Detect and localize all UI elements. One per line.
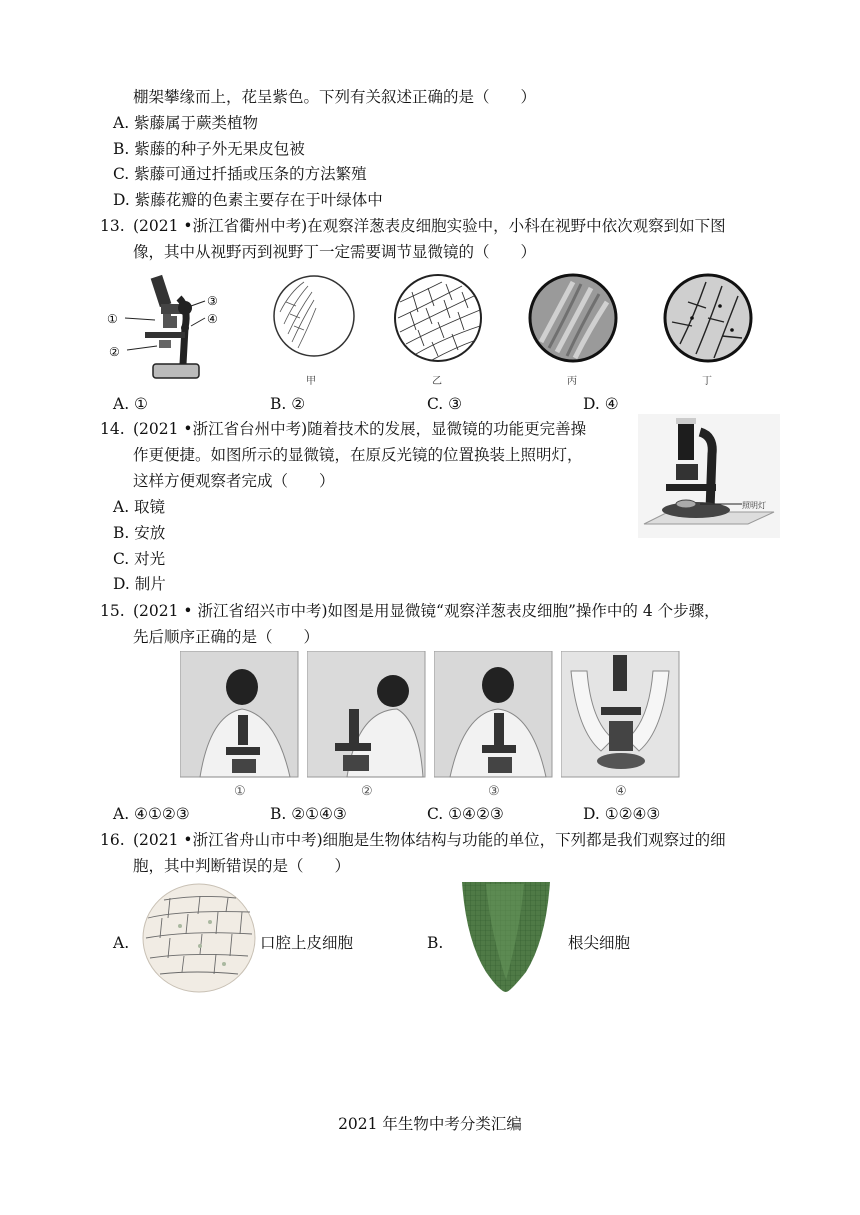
microscope-diagram (105, 268, 235, 386)
view-jia (270, 272, 360, 390)
root-tip-image (460, 880, 552, 994)
photo-label-4: ④ (615, 784, 627, 799)
caption-jia: 甲 (306, 376, 316, 387)
caption-bing: 丙 (567, 376, 577, 387)
caption-ding: 丁 (702, 376, 712, 387)
view-bing (527, 272, 622, 390)
fig-label-2: ② (109, 345, 120, 359)
q13-number: 13. (100, 217, 125, 235)
q15-option-c: C. ①④②③ (427, 805, 504, 823)
step-photo-4 (561, 651, 681, 801)
q14-number: 14. (100, 420, 125, 438)
caption-yi: 乙 (432, 376, 442, 387)
q15-number: 15. (100, 602, 125, 620)
q12-option-a: A. 紫藤属于蕨类植物 (113, 114, 259, 132)
q12-option-b: B. 紫藤的种子外无果皮包被 (113, 140, 305, 158)
view-ding (662, 272, 757, 390)
q14-option-d: D. 制片 (113, 575, 166, 593)
q16-number: 16. (100, 831, 125, 849)
q15-option-b: B. ②①④③ (270, 805, 347, 823)
fig-label-3: ③ (207, 294, 218, 308)
q15-option-d: D. ①②④③ (583, 805, 661, 823)
photo-label-1: ① (234, 784, 246, 799)
cheek-cell-image (140, 882, 258, 994)
page-footer: 2021 年生物中考分类汇编 (338, 1115, 522, 1133)
q15-stem-line2: 先后顺序正确的是（ ） (133, 628, 320, 646)
step-photo-1 (180, 651, 300, 801)
q14-option-b: B. 安放 (113, 524, 166, 542)
q16-stem-line2: 胞，其中判断错误的是（ ） (133, 857, 351, 875)
q16-stem-line1: (2021 •浙江省舟山市中考)细胞是生物体结构与功能的单位，下列都是我们观察过的细 (133, 831, 726, 849)
q14-stem-line3: 这样方便观察者完成（ ） (133, 472, 335, 490)
q12-option-c: C. 紫藤可通过扦插或压条的方法繁殖 (113, 165, 367, 183)
q13-stem-line1: (2021 •浙江省衢州中考)在观察洋葱表皮细胞实验中，小科在视野中依次观察到如下图 (133, 217, 726, 235)
step-photo-3 (434, 651, 554, 801)
q13-option-a: A. ① (113, 395, 148, 413)
q16-option-b-letter: B. (427, 934, 444, 952)
q13-option-c: C. ③ (427, 395, 463, 413)
microscope-lamp-photo (638, 414, 780, 538)
q15-option-a: A. ④①②③ (113, 805, 190, 823)
q16-option-a-label: 口腔上皮细胞 (260, 934, 354, 952)
q12-stem-continued: 棚架攀缘而上，花呈紫色。下列有关叙述正确的是（ ） (133, 88, 537, 106)
view-yi (392, 272, 487, 390)
q13-option-b: B. ② (270, 395, 306, 413)
q14-option-a: A. 取镜 (113, 498, 166, 516)
q14-stem-line2: 作更便捷。如图所示的显微镜，在原反光镜的位置换装上照明灯， (133, 446, 583, 464)
q16-option-a-letter: A. (113, 934, 130, 952)
q12-option-d: D. 紫藤花瓣的色素主要存在于叶绿体中 (113, 191, 383, 209)
q13-option-d: D. ④ (583, 395, 619, 413)
q13-stem-line2: 像，其中从视野丙到视野丁一定需要调节显微镜的（ ） (133, 243, 537, 261)
q14-option-c: C. 对光 (113, 550, 166, 568)
fig-label-4: ④ (207, 312, 218, 326)
photo-label-3: ③ (488, 784, 500, 799)
photo-label-2: ② (361, 784, 373, 799)
step-photo-2 (307, 651, 427, 801)
q16-option-b-label: 根尖细胞 (568, 934, 631, 952)
q14-stem-line1: (2021 •浙江省台州中考)随着技术的发展，显微镜的功能更完善操 (133, 420, 587, 438)
q15-stem-line1: (2021 • 浙江省绍兴市中考)如图是用显微镜“观察洋葱表皮细胞”操作中的 4 个步骤， (133, 602, 720, 620)
fig-label-1: ① (107, 312, 118, 326)
lamp-label: 照明灯 (742, 501, 766, 510)
